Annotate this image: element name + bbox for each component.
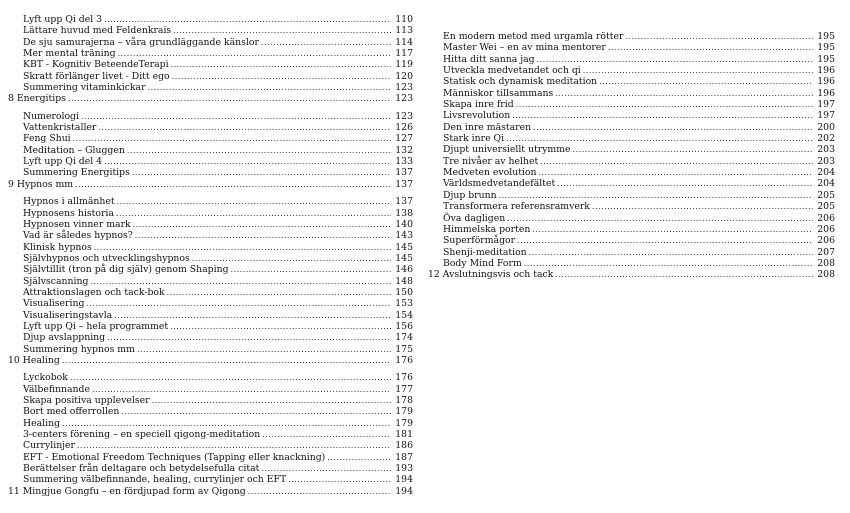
toc-section-entry[interactable] (8, 219, 413, 230)
toc-section-entry[interactable] (8, 344, 413, 355)
toc-section-entry[interactable] (428, 144, 835, 155)
toc-page-number: 179 (395, 406, 413, 418)
toc-page-number: 123 (395, 110, 413, 122)
toc-entry-title: Lyft upp Qi – hela programmet (23, 320, 169, 332)
toc-section-entry[interactable] (8, 133, 413, 144)
toc-dot-leader (516, 99, 813, 110)
toc-dot-leader (114, 310, 391, 321)
toc-section-entry[interactable] (8, 156, 413, 167)
toc-column-left (8, 14, 413, 497)
toc-dot-leader (173, 25, 391, 36)
toc-page-number: 176 (395, 354, 413, 366)
toc-page-number: 205 (817, 189, 835, 201)
toc-entry-title: Vattenkristaller (23, 122, 97, 134)
toc-entry-title: Attraktionslagen och tack-bok (23, 286, 165, 298)
toc-section-entry[interactable] (8, 208, 413, 219)
toc-page-number: 119 (395, 59, 413, 71)
toc-dot-leader (608, 42, 813, 53)
toc-section-entry[interactable] (428, 258, 835, 269)
toc-dot-leader (98, 122, 391, 133)
toc-entry-title: Hypnosens historia (23, 207, 114, 219)
toc-page-number: 187 (395, 451, 413, 463)
toc-dot-leader (148, 82, 391, 93)
toc-dot-leader (107, 332, 391, 343)
toc-section-entry[interactable] (8, 332, 413, 343)
toc-entry-title: Himmelska porten (443, 223, 531, 235)
toc-entry-title: Världsmedvetandefältet (443, 178, 556, 190)
toc-dot-leader (625, 31, 813, 42)
toc-entry-title: Vad är således hypnos? (23, 230, 133, 242)
toc-entry-title: Hitta ditt sanna jag (443, 53, 535, 65)
toc-dot-leader (540, 156, 813, 167)
toc-entry-title: Visualiseringstavla (23, 309, 113, 321)
toc-section-entry[interactable] (428, 156, 835, 167)
toc-section-entry[interactable] (428, 190, 835, 201)
toc-section-entry[interactable] (8, 25, 413, 36)
toc-page-number: 204 (817, 167, 835, 179)
toc-section-entry[interactable] (428, 122, 835, 133)
toc-dot-leader (592, 201, 813, 212)
toc-page-number: 120 (395, 70, 413, 82)
toc-entry-title: Numerologi (23, 110, 79, 122)
toc-entry-title: Summering vitaminkickar (23, 82, 146, 94)
toc-dot-leader (539, 167, 813, 178)
toc-page-number: 140 (395, 218, 413, 230)
toc-section-entry[interactable] (8, 37, 413, 48)
toc-dot-leader (133, 219, 391, 230)
toc-page-number: 113 (395, 25, 413, 37)
toc-page-number: 206 (817, 235, 835, 247)
toc-dot-leader (118, 48, 391, 59)
toc-dot-leader (512, 110, 813, 121)
toc-dot-leader (132, 167, 391, 178)
toc-entry-title: Självtillit (tron på dig själv) genom Shaping (23, 264, 229, 276)
toc-dot-leader (62, 418, 391, 429)
toc-section-entry[interactable] (8, 71, 413, 82)
toc-page-number: 137 (395, 178, 413, 190)
toc-entry-title: Människor tillsammans (443, 87, 554, 99)
toc-entry-title: 12 Avslutningsvis och tack (428, 269, 554, 281)
toc-dot-leader (248, 486, 391, 497)
toc-column-right (428, 31, 835, 281)
toc-section-entry[interactable] (8, 230, 413, 241)
toc-dot-leader (86, 298, 391, 309)
toc-section-entry[interactable] (8, 48, 413, 59)
toc-section-entry[interactable] (428, 54, 835, 65)
toc-section-entry[interactable] (8, 276, 413, 287)
toc-dot-leader (261, 37, 391, 48)
toc-dot-leader (121, 406, 391, 417)
toc-entry-title: Självscanning (23, 275, 89, 287)
toc-dot-leader (192, 253, 391, 264)
toc-page-number: 145 (395, 241, 413, 253)
toc-dot-leader (507, 213, 813, 224)
toc-dot-leader (599, 76, 813, 87)
toc-section-entry[interactable] (8, 463, 413, 474)
toc-page-number: 146 (395, 264, 413, 276)
toc-entry-title: Superförmågor (443, 235, 516, 247)
toc-dot-leader (327, 452, 391, 463)
toc-page-number: 196 (817, 87, 835, 99)
toc-dot-leader (135, 230, 391, 241)
toc-page-number: 150 (395, 286, 413, 298)
toc-section-entry[interactable] (8, 264, 413, 275)
toc-page-number: 205 (817, 201, 835, 213)
toc-page-number: 203 (817, 144, 835, 156)
toc-page-number: 193 (395, 463, 413, 475)
toc-section-entry[interactable] (8, 406, 413, 417)
toc-entry-title: Hypnos i allmänhet (23, 196, 115, 208)
toc-entry-title: EFT - Emotional Freedom Techniques (Tapping eller knackning) (23, 451, 326, 463)
toc-page-number: 110 (395, 14, 413, 25)
toc-chapter-entry[interactable] (428, 269, 835, 280)
toc-page-number: 203 (817, 155, 835, 167)
toc-dot-leader (517, 235, 813, 246)
toc-entry-title: De sju samurajerna – våra grundläggande känslor (23, 36, 259, 48)
toc-page-number: 138 (395, 207, 413, 219)
toc-entry-title: 8 Energitips (8, 93, 66, 105)
toc-dot-leader (137, 344, 391, 355)
toc-entry-title: Mer mental träning (23, 48, 116, 60)
toc-section-entry[interactable] (428, 178, 835, 189)
toc-entry-title: 10 Healing (8, 354, 60, 366)
toc-section-entry[interactable] (8, 122, 413, 133)
toc-entry-title: Hypnosen vinner mark (23, 218, 131, 230)
toc-entry-title: 3-centers förening – en speciell qigong-meditation (23, 429, 261, 441)
toc-entry-title: Utveckla medvetandet och qi (443, 65, 581, 77)
toc-entry-title: Tre nivåer av helhet (443, 155, 539, 167)
toc-entry-title: Summering hypnos mm (23, 343, 135, 355)
toc-section-entry[interactable] (8, 287, 413, 298)
toc-dot-leader (288, 474, 391, 485)
toc-section-entry[interactable] (8, 14, 413, 25)
toc-entry-title: Lyft upp Qi del 4 (23, 156, 103, 168)
toc-page-number: 123 (395, 93, 413, 105)
toc-entry-title: Feng Shui (23, 133, 71, 145)
toc-entry-title: Lättare huvud med Feldenkrais (23, 25, 172, 37)
toc-dot-leader (532, 224, 813, 235)
toc-page-number: 174 (395, 332, 413, 344)
toc-page-number: 208 (817, 269, 835, 281)
toc-page-number: 117 (395, 48, 413, 60)
toc-entry-title: 9 Hypnos mm (8, 178, 74, 190)
toc-entry-title: Body Mind Form (443, 257, 522, 269)
toc-page-number: 133 (395, 156, 413, 168)
toc-dot-leader (167, 287, 391, 298)
toc-entry-title: Stark inre Qi (443, 133, 505, 145)
toc-chapter-entry[interactable] (8, 93, 413, 104)
toc-chapter-entry[interactable] (8, 355, 413, 366)
toc-dot-leader (555, 88, 813, 99)
toc-entry-title: Visualisering (23, 298, 85, 310)
toc-entry-title: Djup brunn (443, 189, 497, 201)
toc-page-number: 196 (817, 76, 835, 88)
toc-section-entry[interactable] (8, 429, 413, 440)
toc-entry-title: Välbefinnande (23, 383, 90, 395)
toc-entry-title: Lyckobok (23, 372, 68, 384)
toc-section-entry[interactable] (8, 59, 413, 70)
toc-page-number: 178 (395, 395, 413, 406)
toc-dot-leader (104, 14, 391, 25)
toc-page-number: 197 (817, 110, 835, 122)
toc-section-entry[interactable] (8, 418, 413, 429)
toc-page-number: 208 (817, 257, 835, 269)
toc-section-entry[interactable] (8, 440, 413, 451)
toc-entry-title: KBT - Kognitiv BeteendeTerapi (23, 59, 169, 71)
toc-page-number: 156 (395, 320, 413, 332)
toc-page-number: 196 (817, 65, 835, 77)
toc-dot-leader (506, 133, 813, 144)
toc-page-number: 132 (395, 144, 413, 156)
toc-entry-title: Healing (23, 417, 61, 429)
toc-page-number: 207 (817, 246, 835, 258)
toc-page-number: 206 (817, 212, 835, 224)
toc-section-entry[interactable] (8, 372, 413, 383)
toc-page-number: 195 (817, 31, 835, 42)
toc-entry-title: Currylinjer (23, 440, 76, 452)
toc-page-number: 176 (395, 372, 413, 384)
toc-chapter-entry[interactable] (8, 179, 413, 190)
toc-dot-leader (583, 65, 813, 76)
toc-dot-leader (117, 196, 391, 207)
toc-dot-leader (75, 179, 391, 190)
toc-dot-leader (170, 321, 391, 332)
toc-entry-title: Skapa inre frid (443, 99, 514, 111)
toc-dot-leader (104, 156, 391, 167)
toc-section-entry[interactable] (428, 88, 835, 99)
toc-dot-leader (171, 59, 391, 70)
toc-page-number: 206 (817, 223, 835, 235)
toc-page-number: 145 (395, 252, 413, 264)
toc-section-entry[interactable] (8, 111, 413, 122)
toc-entry-title: Summering Energitips (23, 167, 130, 179)
toc-dot-leader (573, 144, 813, 155)
toc-page-number: 195 (817, 42, 835, 54)
toc-section-entry[interactable] (8, 242, 413, 253)
toc-page-number: 186 (395, 440, 413, 452)
toc-section-entry[interactable] (8, 82, 413, 93)
toc-entry-title: Den inre mästaren (443, 121, 532, 133)
toc-section-entry[interactable] (428, 201, 835, 212)
toc-page-number: 137 (395, 196, 413, 208)
toc-entry-title: Medveten evolution (443, 167, 537, 179)
toc-entry-title: Lyft upp Qi del 3 (23, 14, 103, 25)
toc-entry-title: Berättelser från deltagare och betydelsefulla citat (23, 463, 260, 475)
toc-section-entry[interactable] (8, 310, 413, 321)
toc-dot-leader (231, 264, 391, 275)
toc-dot-leader (73, 133, 391, 144)
toc-section-entry[interactable] (428, 213, 835, 224)
toc-page-number: 137 (395, 167, 413, 179)
toc-section-entry[interactable] (428, 133, 835, 144)
toc-page-number: 148 (395, 275, 413, 287)
toc-section-entry[interactable] (8, 196, 413, 207)
toc-page-number: 154 (395, 309, 413, 321)
toc-page-number: 194 (395, 474, 413, 486)
toc-page-number: 197 (817, 99, 835, 111)
toc-page-number: 200 (817, 121, 835, 133)
toc-dot-leader (557, 178, 813, 189)
toc-chapter-entry[interactable] (8, 486, 413, 497)
toc-entry-title: Öva dagligen (443, 212, 506, 224)
toc-section-entry[interactable] (8, 452, 413, 463)
toc-entry-title: Shenji-meditation (443, 246, 527, 258)
toc-dot-leader (533, 122, 813, 133)
toc-page-number: 194 (395, 485, 413, 497)
toc-section-entry[interactable] (428, 76, 835, 87)
toc-section-entry[interactable] (428, 235, 835, 246)
toc-section-entry[interactable] (8, 321, 413, 332)
toc-section-entry[interactable] (8, 474, 413, 485)
toc-section-entry[interactable] (8, 145, 413, 156)
toc-section-entry[interactable] (428, 224, 835, 235)
toc-dot-leader (94, 242, 391, 253)
toc-dot-leader (555, 269, 813, 280)
toc-entry-title: Transformera referensramverk (443, 201, 590, 213)
toc-dot-leader (116, 208, 391, 219)
toc-page-number: 114 (395, 36, 413, 48)
toc-dot-leader (529, 247, 813, 258)
toc-dot-leader (81, 111, 391, 122)
toc-page-number: 195 (817, 53, 835, 65)
toc-section-entry[interactable] (8, 395, 413, 406)
toc-dot-leader (62, 355, 391, 366)
toc-entry-title: Djup avslappning (23, 332, 106, 344)
toc-page-number: 177 (395, 383, 413, 395)
toc-dot-leader (499, 190, 813, 201)
toc-section-entry[interactable] (8, 253, 413, 264)
toc-page-number: 153 (395, 298, 413, 310)
toc-entry-title: Klinisk hypnos (23, 241, 92, 253)
toc-section-entry[interactable] (428, 42, 835, 53)
toc-dot-leader (92, 384, 391, 395)
toc-page-number: 204 (817, 178, 835, 190)
toc-dot-leader (152, 395, 391, 406)
toc-dot-leader (261, 463, 391, 474)
toc-section-entry[interactable] (8, 298, 413, 309)
toc-entry-title: Meditation – Gluggen (23, 144, 125, 156)
toc-dot-leader (537, 54, 813, 65)
toc-page-number: 127 (395, 133, 413, 145)
toc-page-number: 143 (395, 230, 413, 242)
toc-section-entry[interactable] (8, 384, 413, 395)
toc-dot-leader (127, 145, 391, 156)
toc-section-entry[interactable] (428, 99, 835, 110)
toc-dot-leader (172, 71, 391, 82)
toc-section-entry[interactable] (428, 110, 835, 121)
toc-page-number: 175 (395, 343, 413, 355)
toc-entry-title: Bort med offerrollen (23, 406, 120, 418)
toc-page-number: 179 (395, 417, 413, 429)
toc-dot-leader (90, 276, 391, 287)
toc-section-entry[interactable] (428, 167, 835, 178)
toc-dot-leader (262, 429, 391, 440)
toc-entry-title: Master Wei – en av mina mentorer (443, 42, 606, 54)
toc-dot-leader (68, 93, 391, 104)
toc-section-entry[interactable] (8, 167, 413, 178)
toc-section-entry[interactable] (428, 65, 835, 76)
toc-page-number: 202 (817, 133, 835, 145)
toc-section-entry[interactable] (428, 247, 835, 258)
toc-entry-title: Självhypnos och utvecklingshypnos (23, 252, 190, 264)
toc-section-entry[interactable] (428, 31, 835, 42)
toc-entry-title: Statisk och dynamisk meditation (443, 76, 598, 88)
toc-page-number: 126 (395, 122, 413, 134)
toc-entry-title: Skapa positiva upplevelser (23, 395, 150, 406)
toc-entry-title: En modern metod med urgamla rötter (443, 31, 624, 42)
toc-page-number: 181 (395, 429, 413, 441)
toc-page-number: 123 (395, 82, 413, 94)
toc-dot-leader (524, 258, 813, 269)
toc-entry-title: Skratt förlänger livet - Ditt ego (23, 70, 170, 82)
toc-entry-title: Livsrevolution (443, 110, 511, 122)
toc-entry-title: 11 Mingjue Gongfu – en fördjupad form av Qigong (8, 485, 246, 497)
toc-dot-leader (70, 372, 391, 383)
toc-entry-title: Summering välbefinnande, healing, currylinjer och EFT (23, 474, 287, 486)
toc-dot-leader (77, 440, 391, 451)
toc-entry-title: Djupt universiellt utrymme (443, 144, 571, 156)
